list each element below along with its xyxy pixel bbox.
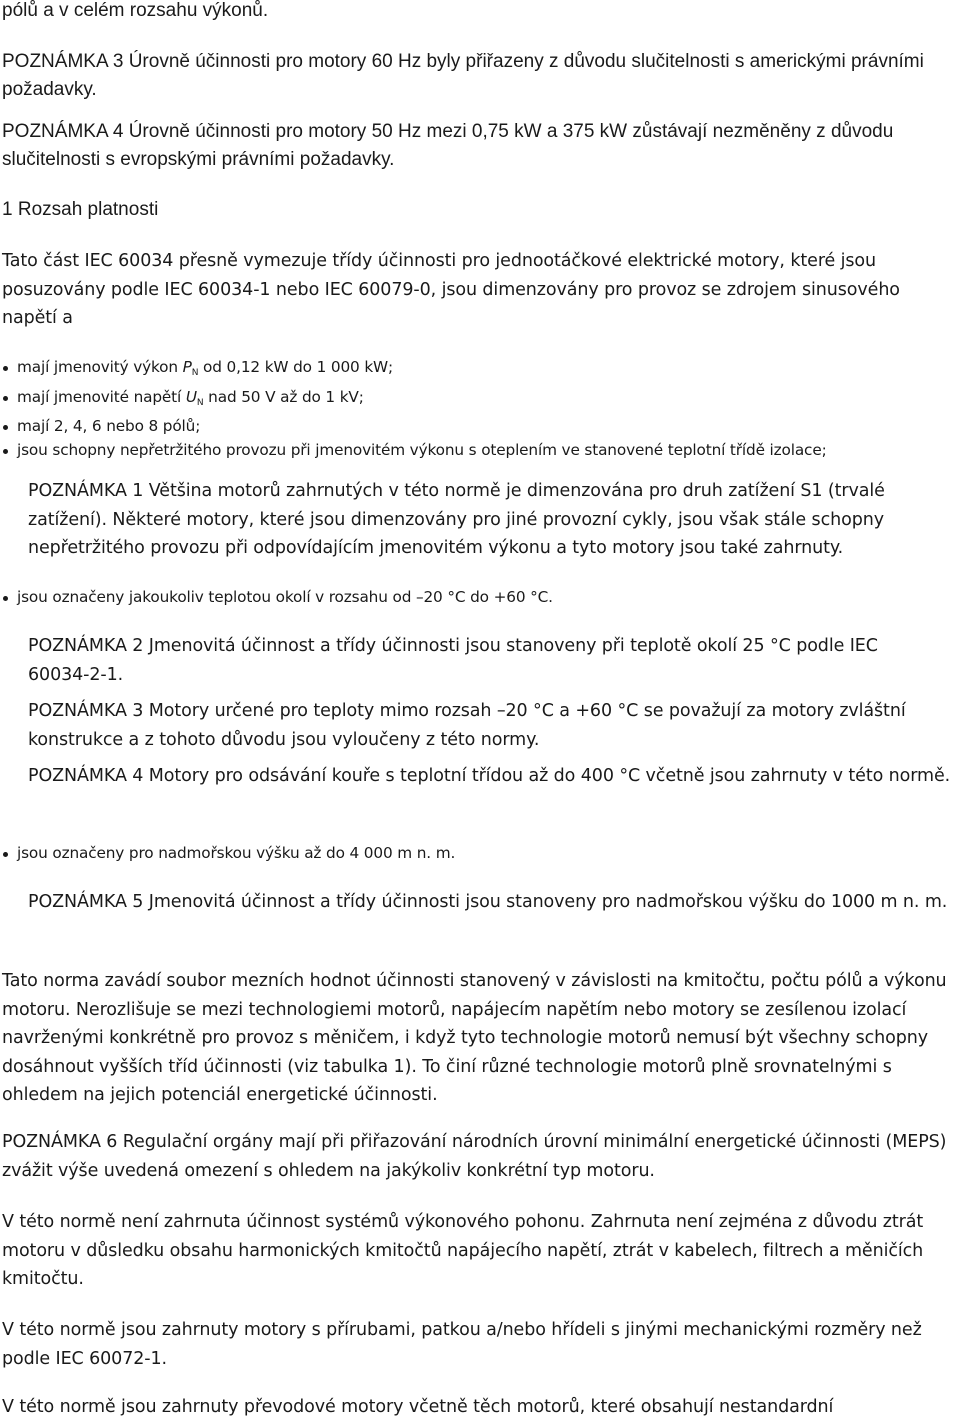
continuation-fragment: pólů a v celém rozsahu výkonů.	[2, 0, 269, 21]
scope-conditions-list	[2, 356, 958, 462]
list-item: jsou schopny nepřetržitého provozu při jmenovitém výkonu s oteplením ve stanovené teplotní třídě izolace;	[2, 439, 958, 463]
note-2: POZNÁMKA 2 Jmenovitá účinnost a třídy účinnosti jsou stanoveny při teplotě okolí 25 °C podle IEC 60034-2-1.	[28, 636, 878, 685]
section-heading: 1 Rozsah platnosti	[2, 199, 159, 220]
ambient-temperature-list	[2, 586, 958, 610]
note-4-top: POZNÁMKA 4 Úrovně účinnosti pro motory 50 Hz mezi 0,75 kW a 375 kW zůstávají nezměněny z důvodu slučitelnosti s evropskými právními požadavky.	[2, 121, 894, 170]
list-item: mají jmenovité napětí $U_N$ nad 50 V až do 1 kV;	[2, 386, 958, 416]
body-paragraph-3: V této normě jsou zahrnuty motory s přírubami, patkou a/nebo hřídeli s jinými mechanickými rozměry než podle IEC 60072-1.	[2, 1320, 922, 1369]
note-1: POZNÁMKA 1 Většina motorů zahrnutých v této normě je dimenzována pro druh zatížení S1 (trvalé zatížení). Některé motory, které jsou dimenzovány pro jiné provozní cykly, jsou však stále schopny nepřetržitého provozu při odpovídajícím jmenovitém výkonu a tyto motory jsou také zahrnuty.	[28, 481, 885, 558]
scope-intro: Tato část IEC 60034 přesně vymezuje třídy účinnosti pro jednootáčkové elektrické motory, které jsou posuzovány podle IEC 60034-1 nebo IEC 60079-0, jsou dimenzovány pro provoz se zdrojem sinusového napětí a	[2, 251, 900, 328]
note-5: POZNÁMKA 5 Jmenovitá účinnost a třídy účinnosti jsou stanoveny pro nadmořskou výšku do 1000 m n. m.	[28, 892, 948, 912]
list-item: mají 2, 4, 6 nebo 8 pólů;	[2, 415, 958, 439]
note-3: POZNÁMKA 3 Motory určené pro teploty mimo rozsah –20 °C a +60 °C se považují za motory zvláštní konstrukce a z tohoto důvodu jsou vyloučeny z této normy.	[28, 701, 906, 750]
note-6: POZNÁMKA 6 Regulační orgány mají při přiřazování národních úrovní minimální energetické účinnosti (MEPS) zvážit výše uvedená omezení s ohledem na jakýkoliv konkrétní typ motoru.	[2, 1132, 947, 1181]
list-item: jsou označeny pro nadmořskou výšku až do 4 000 m n. m.	[2, 842, 958, 866]
body-paragraph-2: V této normě není zahrnuta účinnost systémů výkonového pohonu. Zahrnuta není zejména z důvodu ztrát motoru v důsledku obsahu harmonických kmitočtů napájecího napětí, ztrát v kabelech, filtrech a měničích kmitočtu.	[2, 1212, 924, 1289]
body-paragraph-1: Tato norma zavádí soubor mezních hodnot účinnosti stanovený v závislosti na kmitočtu, počtu pólů a výkonu motoru. Nerozlišuje se mezi technologiemi motorů, napájecím napětím nebo motory se zesílenou izolací navrženými konkrétně pro provoz s měničem, i když tyto technologie motorů nemusí být všechny schopny dosáhnout vyšších tříd účinnosti (viz tabulka 1). To činí různé technologie motorů plně srovnatelnými s ohledem na jejich potenciál energetické účinnosti.	[2, 971, 947, 1105]
list-item: jsou označeny jakoukoliv teplotou okolí v rozsahu od –20 °C do +60 °C.	[2, 586, 958, 610]
altitude-list	[2, 842, 958, 866]
note-3-top: POZNÁMKA 3 Úrovně účinnosti pro motory 60 Hz byly přiřazeny z důvodu slučitelnosti s americkými právními požadavky.	[2, 51, 924, 100]
note-4: POZNÁMKA 4 Motory pro odsávání kouře s teplotní třídou až do 400 °C včetně jsou zahrnuty v této normě.	[28, 766, 951, 786]
list-item: mají jmenovitý výkon $P_N$ od 0,12 kW do 1 000 kW;	[2, 356, 958, 386]
body-paragraph-4: V této normě jsou zahrnuty převodové motory včetně těch motorů, které obsahují nestandardní	[2, 1397, 834, 1417]
